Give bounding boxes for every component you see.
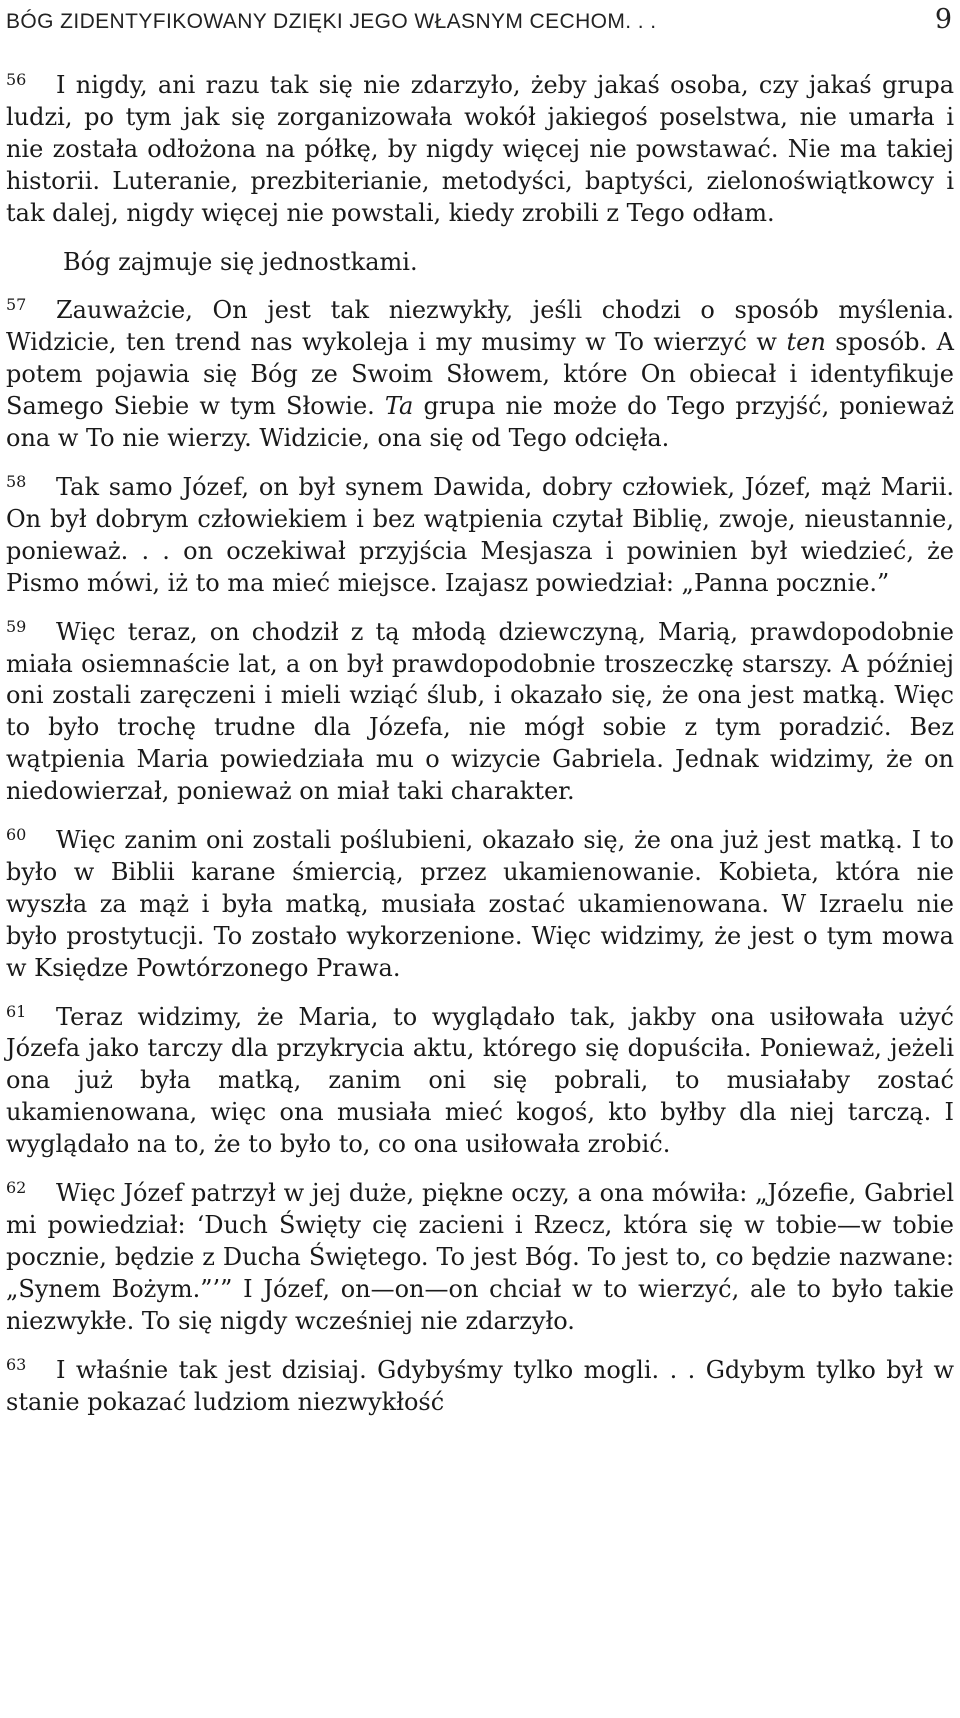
paragraph-text: Zauważcie, On jest tak niezwykły, jeśli chodzi o sposób myślenia. Widzicie, ten trend nas wykoleja i my musimy w To wierzyć w — [6, 296, 954, 357]
paragraph-61: 61 Teraz widzimy, że Maria, to wyglądało tak, jakby ona usiłowała użyć Józefa jako tarczy dla przykrycia aktu, którego się dopuściła. Ponieważ, jeżeli ona już była matką, zanim oni się pobrali, to musiałaby zostać ukamienowana, więc ona musiała mieć kogoś, kto byłby dla niej tarczą. I wyglądało na to, że to było to, co ona usiłowała zrobić. — [6, 1001, 954, 1159]
paragraph-unnumbered — [6, 247, 954, 279]
paragraph-57: 57 Zauważcie, On jest tak niezwykły, jeśli chodzi o sposób myślenia. Widzicie, ten trend nas wykoleja i my musimy w To wierzyć w ten sposób. A potem pojawia się Bóg ze Swoim Słowem, które On obiecał i identyfikuje Samego Siebie w tym Słowie. Ta grupa nie może do Tego przyjść, ponieważ ona w To nie wierzy. Widzicie, ona się od Tego odcięła. — [6, 295, 954, 453]
paragraph-text: I nigdy, ani razu tak się nie zdarzyło, żeby jakaś osoba, czy jakaś grupa ludzi, po tym jak się zorganizowała wokół jakiegoś poselstwa, nie umarła i nie została odłożona na półkę, by nigdy więcej nie powstawać. Nie ma takiej historii. Luteranie, prezbiterianie, metodyści, baptyści, zielonoświątkowcy i tak dalej, nigdy więcej nie powstali, kiedy zrobili z Tego odłam. — [6, 71, 954, 227]
paragraph-56: 56 I nigdy, ani razu tak się nie zdarzyło, żeby jakaś osoba, czy jakaś grupa ludzi, po tym jak się zorganizowała wokół jakiegoś poselstwa, nie umarła i nie została odłożona na półkę, by nigdy więcej nie powstawać. Nie ma takiej historii. Luteranie, prezbiterianie, metodyści, baptyści, zielonoświątkowcy i tak dalej, nigdy więcej nie powstali, kiedy zrobili z Tego odłam. — [6, 70, 954, 227]
paragraph-text: sposób. A potem pojawia się Bóg ze Swoim Słowem, które On obiecał i identyfikuje Samego Siebie w tym Słowie. — [6, 328, 954, 421]
page-number: 9 — [934, 4, 952, 35]
paragraph-text: Teraz widzimy, że Maria, to wyglądało tak, jakby ona usiłowała użyć Józefa jako tarczy dla przykrycia aktu, którego się dopuściła. Ponieważ, jeżeli ona już była matką, zanim oni się pobrali, to musiałaby zostać ukamienowana, więc ona musiała mieć kogoś, kto byłby dla niej tarczą. I wyglądało na to, że to było to, co ona usiłowała zrobić. — [6, 1002, 954, 1159]
paragraph-63: 63 I właśnie tak jest dzisiaj. Gdybyśmy tylko mogli. . . Gdybym tylko był w stanie pokazać ludziom niezwykłość — [6, 1354, 954, 1416]
paragraph-text: grupa nie może do Tego przyjść, ponieważ ona w To nie wierzy. Widzicie, ona się od Tego odcięła. — [6, 392, 954, 453]
paragraph-text: Więc zanim oni zostali poślubieni, okazało się, że ona już jest matką. I to było w Biblii karane śmiercią, przez ukamienowanie. Kobieta, która nie wyszła za mąż i była matką, musiała zostać ukamienowana. W Izraelu nie było prostytucji. To zostało wykorzenione. Więc widzimy, że jest o tym mowa w Księdze Powtórzonego Prawa. — [6, 826, 954, 982]
paragraph-text: I właśnie tak jest dzisiaj. Gdybyśmy tylko mogli. . . Gdybym tylko był w stanie pokazać ludziom niezwykłość — [6, 1355, 954, 1416]
body-text — [6, 70, 954, 1418]
running-header — [6, 4, 954, 40]
paragraph-text: Bóg zajmuje się jednostkami. — [63, 247, 418, 276]
emphasis-text: ten — [786, 328, 826, 357]
paragraph-58: 58 Tak samo Józef, on był synem Dawida, dobry człowiek, Józef, mąż Marii. On był dobrym człowiekiem i bez wątpienia czytał Biblię, zwoje, nieustannie, ponieważ. . . on oczekiwał przyjścia Mesjasza i powinien był wiedzieć, że Pismo mówi, iż to ma mieć miejsce. Izajasz powiedział: „Panna pocznie.” — [6, 471, 954, 597]
emphasis-text: Ta — [384, 392, 414, 421]
paragraph-text: Tak samo Józef, on był synem Dawida, dobry człowiek, Józef, mąż Marii. On był dobrym człowiekiem i bez wątpienia czytał Biblię, zwoje, nieustannie, ponieważ. . . on oczekiwał przyjścia Mesjasza i powinien był wiedzieć, że Pismo mówi, iż to ma mieć miejsce. Izajasz powiedział: „Panna pocznie.” — [6, 472, 954, 597]
document-page — [6, 0, 954, 1435]
paragraph-62: 62 Więc Józef patrzył w jej duże, piękne oczy, a ona mówiła: „Józefie, Gabriel mi powiedział: ‘Duch Święty cię zacieni i Rzecz, która się w tobie—w tobie pocznie, będzie z Ducha Świętego. To jest Bóg. To jest to, co będzie nazwane: „Synem Bożym.”’” I Józef, on—on—on chciał w to wierzyć, ale to było takie niezwykłe. To się nigdy wcześniej nie zdarzyło. — [6, 1178, 954, 1335]
paragraph-text: Więc teraz, on chodził z tą młodą dziewczyną, Marią, prawdopodobnie miała osiemnaście lat, a on był prawdopodobnie troszeczkę starszy. A później oni zostali zaręczeni i mieli wziąć ślub, i okazało się, że ona jest matką. Więc to było trochę trudne dla Józefa, nie mógł sobie z tym poradzić. Bez wątpienia Maria powiedziała mu o wizycie Gabriela. Jednak widzimy, że on niedowierzał, ponieważ on miał taki charakter. — [6, 617, 954, 806]
paragraph-text: Więc Józef patrzył w jej duże, piękne oczy, a ona mówiła: „Józefie, Gabriel mi powiedział: ‘Duch Święty cię zacieni i Rzecz, która się w tobie—w tobie pocznie, będzie z Ducha Świętego. To jest Bóg. To jest to, co będzie nazwane: „Synem Bożym.”’” I Józef, on—on—on chciał w to wierzyć, ale to było takie niezwykłe. To się nigdy wcześniej nie zdarzyło. — [6, 1179, 954, 1335]
paragraph-60: 60 Więc zanim oni zostali poślubieni, okazało się, że ona już jest matką. I to było w Biblii karane śmiercią, przez ukamienowanie. Kobieta, która nie wyszła za mąż i była matką, musiała zostać ukamienowana. W Izraelu nie było prostytucji. To zostało wykorzenione. Więc widzimy, że jest o tym mowa w Księdze Powtórzonego Prawa. — [6, 825, 954, 982]
paragraph-59: 59 Więc teraz, on chodził z tą młodą dziewczyną, Marią, prawdopodobnie miała osiemnaście lat, a on był prawdopodobnie troszeczkę starszy. A później oni zostali zaręczeni i mieli wziąć ślub, i okazało się, że ona jest matką. Więc to było trochę trudne dla Józefa, nie mógł sobie z tym poradzić. Bez wątpienia Maria powiedziała mu o wizycie Gabriela. Jednak widzimy, że on niedowierzał, ponieważ on miał taki charakter. — [6, 616, 954, 806]
running-title: BÓG ZIDENTYFIKOWANY DZIĘKI JEGO WŁASNYM CECHOM. . . — [6, 10, 657, 33]
